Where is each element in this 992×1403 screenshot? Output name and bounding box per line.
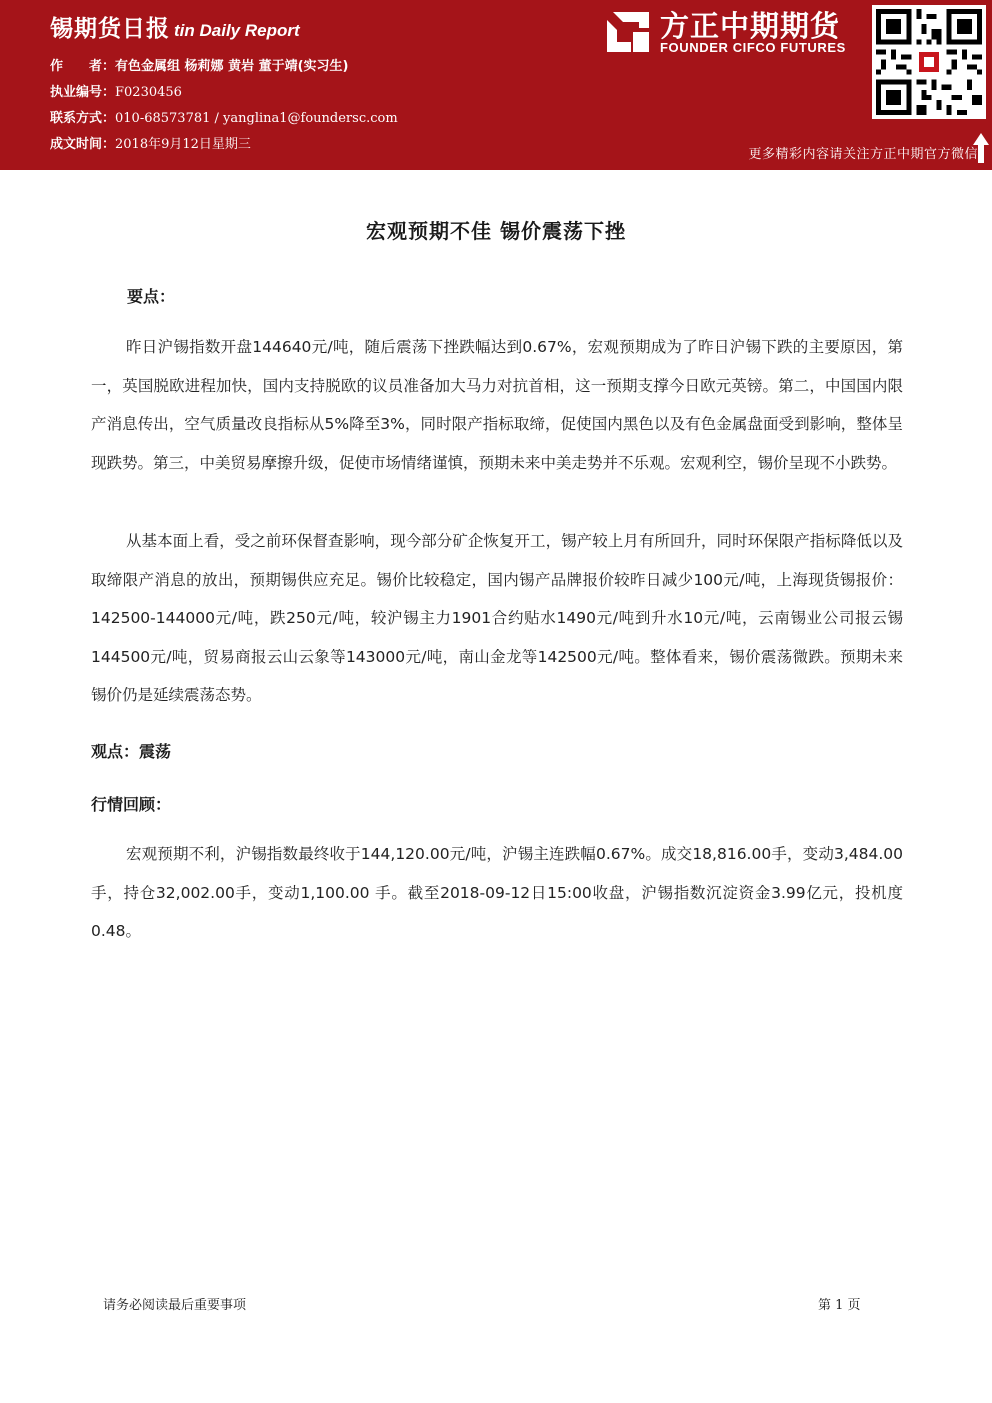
report-title [50, 10, 300, 43]
contact-value[interactable]: 010-68573781 / yanglina1@foundersc.com [115, 111, 398, 126]
date-value: 2018年9月12日星期三 [115, 137, 251, 152]
license-line [50, 81, 182, 100]
author-value: 有色金属组 杨莉娜 黄岩 董于靖(实习生) [115, 59, 349, 74]
report-title-cn: 锡期货日报 [50, 16, 170, 42]
qr-code-icon[interactable] [872, 5, 986, 119]
report-title-en: tin Daily Report [174, 21, 300, 40]
founder-logo-icon [603, 8, 653, 56]
follow-wechat-text: 更多精彩内容请关注方正中期官方微信 [748, 147, 978, 162]
key-points-heading: 要点： [127, 287, 176, 306]
brand-name-en: FOUNDER CIFCO FUTURES [660, 40, 846, 55]
paragraph-macro: 昨日沪锡指数开盘144640元/吨，随后震荡下挫跌幅达到0.67%，宏观预期成为了昨日沪锡下跌的主要原因，第一，英国脱欧进程加快，国内支持脱欧的议员准备加大马力对抗首相，这一预期支撑今日欧元英镑。第二，中国国内限产消息传出，空气质量改良指标从5%降至3%，同时限产指标取缔，促使国内黑色以及有色金属盘面受到影响，整体呈现跌势。第三，中美贸易摩擦升级，促使市场情绪谨慎，预期未来中美走势并不乐观。宏观利空，锡价呈现不小跌势。 [91, 338, 903, 472]
arrow-up-icon [973, 133, 989, 163]
contact-line [50, 107, 398, 126]
license-value: F0230456 [115, 85, 182, 100]
paragraph-fundamentals: 从基本面上看，受之前环保督查影响，现今部分矿企恢复开工，锡产较上月有所回升，同时环保限产指标降低以及取缔限产消息的放出，预期锡供应充足。锡价比较稳定，国内锡产品牌报价较昨日减少100元/吨，上海现货锡报价：142500-144000元/吨，跌250元/吨，较沪锡主力1901合约贴水1490元/吨到升水10元/吨，云南锡业公司报云锡144500元/吨，贸易商报云山云象等143000元/吨，南山金龙等142500元/吨。整体看来，锡价震荡微跌。预期未来锡价仍是延续震荡态势。 [91, 532, 903, 704]
contact-label: 联系方式： [50, 111, 116, 126]
footer-notice: 请务必阅读最后重要事项 [103, 1298, 247, 1313]
date-label: 成文时间： [50, 137, 116, 152]
market-review-heading: 行情回顾： [91, 795, 172, 814]
page-number: 第 1 页 [818, 1298, 861, 1313]
author-line [50, 55, 348, 74]
author-label: 作 者： [50, 59, 116, 74]
article-title: 宏观预期不佳 锡价震荡下挫 [366, 219, 626, 243]
view-heading: 观点：震荡 [91, 742, 172, 761]
brand-name-cn: 方正中期期货 [660, 9, 841, 43]
report-header [0, 0, 992, 170]
date-line [50, 133, 251, 152]
paragraph-market-review: 宏观预期不利，沪锡指数最终收于144,120.00元/吨，沪锡主连跌幅0.67%。成交18,816.00手，变动3,484.00手，持仓32,002.00手，变动1,100.00 手。截至2018-09-12日15:00收盘，沪锡指数沉淀资金3.99亿元，投机度0.48。 [91, 845, 903, 940]
license-label: 执业编号： [50, 85, 116, 100]
